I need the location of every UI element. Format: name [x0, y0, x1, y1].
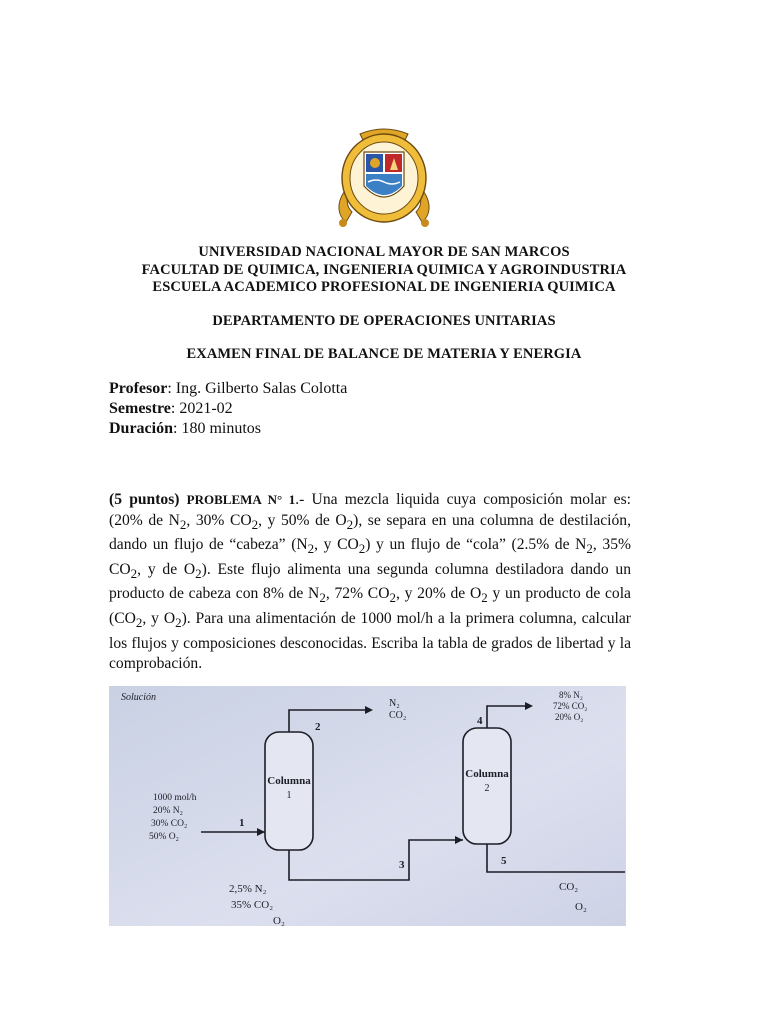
problem-text: ). Para una alimentación de 1000 mol/h a la primera columna, calcular los flujos y composiciones desconocidas. Escriba la tabla de grados de libertad y la comprobación. — [109, 609, 631, 673]
stream-5-label: 5 — [501, 855, 507, 867]
department-name: DEPARTAMENTO DE OPERACIONES UNITARIAS — [212, 313, 556, 329]
problem-text: .- Una mezcla liquida cuya composición molar es: (20% de N — [109, 491, 632, 529]
problem-points: (5 puntos) — [109, 491, 180, 508]
subscript: 2 — [319, 590, 326, 606]
subscript: 2 — [195, 565, 202, 581]
subscript: 2 — [130, 565, 138, 581]
faculty-name: FACULTAD DE QUIMICA, INGENIERIA QUIMICA Y AGROINDUSTRIA — [141, 262, 627, 278]
problem-text: , y 20% de O — [395, 585, 482, 603]
column-1-label: Columna — [267, 775, 311, 787]
subscript: 2 — [251, 516, 259, 532]
problem-text: , y CO — [314, 536, 359, 554]
meta-semestre — [109, 400, 233, 418]
feed-o2: 50% O₂ — [149, 832, 179, 842]
bottom2-o2: O₂ — [575, 901, 587, 913]
problem-title: PROBLEMA N° 1 — [186, 492, 296, 507]
subscript: 2 — [346, 516, 354, 532]
subscript: 2 — [586, 541, 593, 557]
profesor-label: Profesor — [109, 380, 168, 397]
column-2-label: Columna — [465, 768, 509, 780]
problem-text: , 35% CO — [109, 536, 631, 578]
duracion-value: : 180 minutos — [173, 420, 262, 437]
profesor-value: : Ing. Gilberto Salas Colotta — [167, 380, 348, 397]
bottom1-co2: 35% CO₂ — [231, 899, 274, 911]
problem-text: , 72% CO — [325, 585, 390, 603]
school-name: ESCUELA ACADEMICO PROFESIONAL DE INGENIERIA QUIMICA — [152, 279, 616, 295]
feed-rate: 1000 mol/h — [153, 793, 197, 803]
problem-text: y un producto de cola (CO — [109, 585, 631, 627]
subscript: 2 — [135, 615, 143, 631]
column-1-number: 1 — [286, 790, 292, 801]
university-seal — [330, 126, 438, 228]
top2-co2: 72% CO₂ — [553, 701, 588, 711]
problem-text: ). Este flujo alimenta una segunda columna destiladora dando un producto de cabeza con 8% de N — [109, 560, 631, 603]
top1-n2: N₂ — [389, 698, 400, 709]
duracion-label: Duración — [109, 420, 173, 437]
top1-co2: CO₂ — [389, 710, 407, 721]
stream-1-label: 1 — [239, 817, 245, 829]
problem-statement — [109, 490, 631, 675]
subscript: 2 — [179, 516, 187, 532]
subscript: 2 — [307, 541, 315, 557]
meta-profesor — [109, 380, 347, 398]
feed-co2: 30% CO₂ — [151, 819, 188, 829]
problem-text: , y O — [142, 609, 176, 627]
bottom2-co2: CO₂ — [559, 881, 579, 893]
flow-diagram-photo — [109, 686, 626, 926]
university-name: UNIVERSIDAD NACIONAL MAYOR DE SAN MARCOS — [198, 244, 570, 260]
top2-o2: 20% O₂ — [555, 712, 584, 722]
bottom1-n2: 2,5% N₂ — [229, 883, 267, 895]
column-2-number: 2 — [484, 783, 490, 794]
subscript: 2 — [481, 590, 488, 606]
stream-4-label: 4 — [477, 715, 483, 727]
subscript: 2 — [389, 590, 396, 606]
solucion-label: Solución — [121, 692, 156, 703]
subscript: 2 — [175, 615, 182, 631]
bottom1-o2: O₂ — [273, 915, 285, 926]
problem-text: ), se separa en una columna de destilación, dando un flujo de “cabeza” (N — [109, 511, 632, 554]
semestre-value: : 2021-02 — [170, 400, 233, 417]
problem-text: ) y un flujo de “cola” (2.5% de N — [365, 536, 587, 554]
feed-n2: 20% N₂ — [153, 806, 183, 816]
semestre-label: Semestre — [109, 400, 171, 417]
exam-title: EXAMEN FINAL DE BALANCE DE MATERIA Y ENERGIA — [186, 346, 582, 362]
problem-text: , y de O — [137, 560, 196, 578]
problem-text: , 30% CO — [186, 511, 252, 529]
stream-3-label: 3 — [399, 859, 405, 871]
subscript: 2 — [358, 541, 366, 557]
stream-2-label: 2 — [315, 721, 321, 733]
meta-duracion — [109, 420, 261, 438]
top2-n2: 8% N₂ — [559, 690, 583, 700]
problem-text: , y 50% de O — [258, 511, 347, 529]
